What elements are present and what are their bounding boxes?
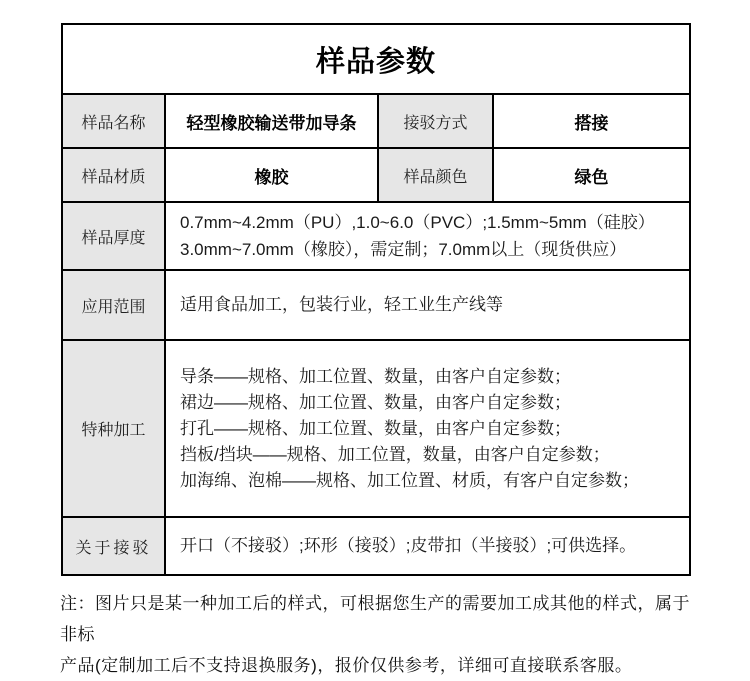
label-sample-name: 样品名称 bbox=[62, 94, 165, 148]
value-connection-method: 搭接 bbox=[493, 94, 690, 148]
table-row-about-connection bbox=[62, 517, 690, 575]
label-special-processing: 特种加工 bbox=[62, 340, 165, 517]
value-about-connection bbox=[165, 517, 690, 575]
label-sample-thickness: 样品厚度 bbox=[62, 202, 165, 270]
thickness-line: 0.7mm~4.2mm（PU）,1.0~6.0（PVC）;1.5mm~5mm（硅胶） bbox=[180, 213, 655, 232]
label-sample-color: 样品颜色 bbox=[378, 148, 493, 202]
footer-note-line: 产品(定制加工后不支持退换服务)，报价仅供参考，详细可直接联系客服。 bbox=[60, 656, 633, 675]
value-sample-name: 轻型橡胶输送带加导条 bbox=[165, 94, 378, 148]
table-row-thickness bbox=[62, 202, 690, 270]
footer-note-line: 注：图片只是某一种加工后的样式，可根据您生产的需要加工成其他的样式，属于非标 bbox=[60, 594, 690, 644]
value-sample-material: 橡胶 bbox=[165, 148, 378, 202]
about-connection-line: 开口（不接驳）;环形（接驳）;皮带扣（半接驳）;可供选择。 bbox=[180, 536, 637, 555]
value-special-processing bbox=[165, 340, 690, 517]
table-row-application bbox=[62, 270, 690, 340]
special-processing-line: 裙边——规格、加工位置、数量，由客户自定参数； bbox=[180, 392, 571, 412]
label-sample-material: 样品材质 bbox=[62, 148, 165, 202]
table-title-row bbox=[62, 24, 690, 94]
thickness-line: 3.0mm~7.0mm（橡胶），需定制；7.0mm以上（现货供应） bbox=[180, 240, 627, 259]
special-processing-line: 挡板/挡块——规格、加工位置，数量，由客户自定参数； bbox=[180, 444, 610, 464]
label-about-connection: 关于接驳 bbox=[62, 517, 165, 575]
special-processing-line: 导条——规格、加工位置、数量，由客户自定参数； bbox=[180, 366, 571, 386]
label-connection-method: 接驳方式 bbox=[378, 94, 493, 148]
table-row-special-processing bbox=[62, 340, 690, 517]
table-row-name-connection bbox=[62, 94, 690, 148]
label-application-scope: 应用范围 bbox=[62, 270, 165, 340]
value-sample-color: 绿色 bbox=[493, 148, 690, 202]
value-application-scope bbox=[165, 270, 690, 340]
special-processing-line: 加海绵、泡棉——规格、加工位置、材质，有客户自定参数； bbox=[180, 470, 639, 490]
page-title: 样品参数 bbox=[316, 45, 437, 78]
sample-parameters-table bbox=[61, 23, 691, 576]
application-line: 适用食品加工，包装行业，轻工业生产线等 bbox=[180, 295, 503, 314]
footer-note bbox=[60, 588, 700, 681]
value-sample-thickness bbox=[165, 202, 690, 270]
table-row-material-color bbox=[62, 148, 690, 202]
special-processing-line: 打孔——规格、加工位置、数量，由客户自定参数； bbox=[180, 418, 571, 438]
